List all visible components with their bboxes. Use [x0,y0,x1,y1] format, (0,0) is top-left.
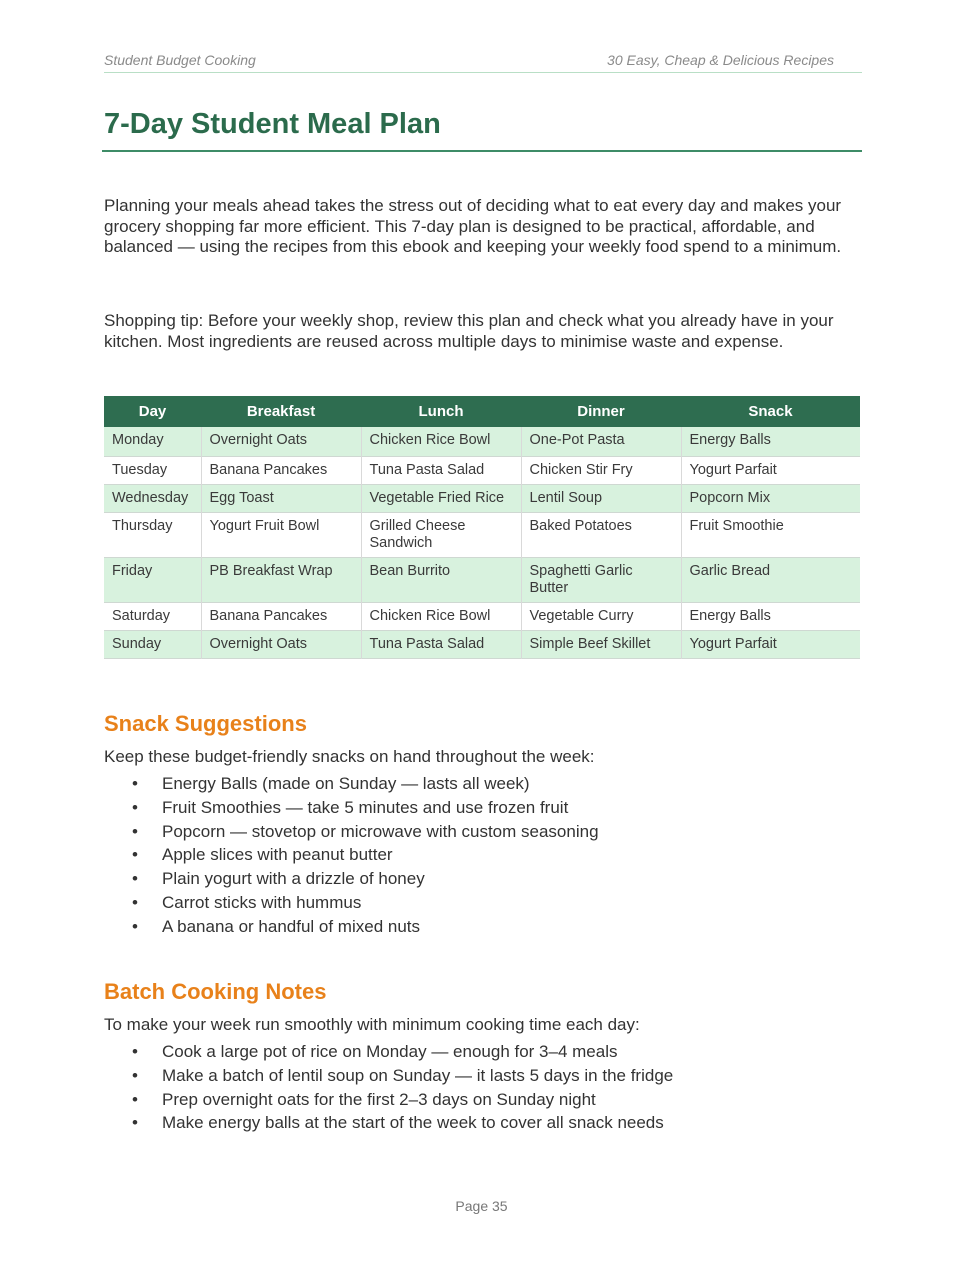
list-item [104,796,599,820]
bullet-icon: • [132,1089,138,1109]
day-cell: Sunday [104,630,201,658]
column-header: Snack [681,396,860,427]
list-item [104,1064,673,1088]
running-header [104,52,862,73]
bullet-icon: • [132,821,138,841]
bullet-icon: • [132,1042,138,1061]
table-cell: Overnight Oats [201,427,361,456]
table-cell: Chicken Stir Fry [521,456,681,484]
day-cell: Tuesday [104,456,201,484]
header-book-title: Student Budget Cooking [104,52,256,68]
list-item [104,1088,673,1112]
table-cell: Banana Pancakes [201,602,361,630]
bullet-icon: • [132,1065,138,1085]
batch-cooking-heading: Batch Cooking Notes [104,979,327,1004]
table-cell: Baked Potatoes [521,512,681,557]
list-item [104,867,599,891]
table-cell: Spaghetti Garlic Butter [521,557,681,602]
table-row [104,602,860,630]
list-item-text: Apple slices with peanut butter [162,845,393,865]
table-cell: Yogurt Parfait [681,630,860,658]
column-header: Breakfast [201,396,361,427]
table-row [104,456,860,484]
bullet-icon: • [132,892,138,912]
table-cell: Tuna Pasta Salad [361,630,521,658]
column-header: Lunch [361,396,521,427]
table-cell: Chicken Rice Bowl [361,602,521,630]
bullet-icon: • [132,797,138,817]
meal-plan-table [104,396,860,659]
list-item-text: Energy Balls (made on Sunday — lasts all week) [162,774,530,793]
list-item [104,1040,673,1064]
column-header: Day [104,396,201,427]
list-item-text: Fruit Smoothies — take 5 minutes and use frozen fruit [162,797,569,817]
list-item [104,891,599,915]
header-subtitle: 30 Easy, Cheap & Delicious Recipes [607,52,834,68]
table-cell: Popcorn Mix [681,484,860,512]
table-cell: Grilled Cheese Sandwich [361,512,521,557]
day-cell: Monday [104,427,201,456]
day-cell: Wednesday [104,484,201,512]
table-cell: Fruit Smoothie [681,512,860,557]
list-item-text: Carrot sticks with hummus [162,892,362,912]
column-header: Dinner [521,396,681,427]
table-row [104,484,860,512]
list-item-text: A banana or handful of mixed nuts [162,916,421,936]
table-cell: One-Pot Pasta [521,427,681,456]
list-item-text: Prep overnight oats for the first 2–3 days on Sunday night [162,1089,596,1109]
table-cell: Yogurt Fruit Bowl [201,512,361,557]
table-row [104,630,860,658]
table-cell: Energy Balls [681,427,860,456]
list-item [104,772,599,796]
bullet-icon: • [132,774,138,793]
bullet-icon: • [132,1113,138,1133]
table-cell: Bean Burrito [361,557,521,602]
day-cell: Saturday [104,602,201,630]
list-item-text: Popcorn — stovetop or microwave with custom seasoning [162,821,599,841]
snack-list [104,772,599,939]
table-cell: Garlic Bread [681,557,860,602]
intro-paragraph: Planning your meals ahead takes the stress out of deciding what to eat every day and makes your grocery shopping far more efficient. This 7-day plan is designed to be practical, affordable, and balanced — using the recipes from this ebook and keeping your weekly food spend to a minimum. [104,196,842,256]
page-title: 7-Day Student Meal Plan [104,108,441,140]
table-cell: Tuna Pasta Salad [361,456,521,484]
table-cell: Lentil Soup [521,484,681,512]
bullet-icon: • [132,916,138,936]
list-item [104,843,599,867]
table-row [104,512,860,557]
list-item-text: Make a batch of lentil soup on Sunday — it lasts 5 days in the fridge [162,1065,674,1085]
table-cell: Overnight Oats [201,630,361,658]
snack-suggestions-heading: Snack Suggestions [104,711,307,736]
table-cell: PB Breakfast Wrap [201,557,361,602]
batch-cooking-intro: To make your week run smoothly with minimum cooking time each day: [104,1015,640,1034]
bullet-icon: • [132,845,138,865]
bullet-icon: • [132,869,138,889]
table-row [104,427,860,456]
table-header-row [104,396,860,427]
list-item [104,915,599,939]
list-item-text: Make energy balls at the start of the week to cover all snack needs [162,1113,664,1133]
page-number: Page 35 [455,1198,508,1214]
table-cell: Vegetable Fried Rice [361,484,521,512]
list-item-text: Plain yogurt with a drizzle of honey [162,869,425,889]
table-row [104,557,860,602]
table-cell: Banana Pancakes [201,456,361,484]
list-item [104,1111,673,1135]
list-item [104,820,599,844]
table-cell: Chicken Rice Bowl [361,427,521,456]
table-cell: Energy Balls [681,602,860,630]
table-cell: Egg Toast [201,484,361,512]
list-item-text: Cook a large pot of rice on Monday — enough for 3–4 meals [162,1042,618,1061]
table-cell: Yogurt Parfait [681,456,860,484]
title-divider [102,150,862,152]
batch-cooking-list [104,1040,673,1135]
shopping-tip: Shopping tip: Before your weekly shop, review this plan and check what you already have in your kitchen. Most ingredients are reused across multiple days to minimise waste and expense. [104,311,834,351]
day-cell: Friday [104,557,201,602]
day-cell: Thursday [104,512,201,557]
table-cell: Simple Beef Skillet [521,630,681,658]
table-cell: Vegetable Curry [521,602,681,630]
snack-suggestions-intro: Keep these budget-friendly snacks on hand throughout the week: [104,747,595,766]
